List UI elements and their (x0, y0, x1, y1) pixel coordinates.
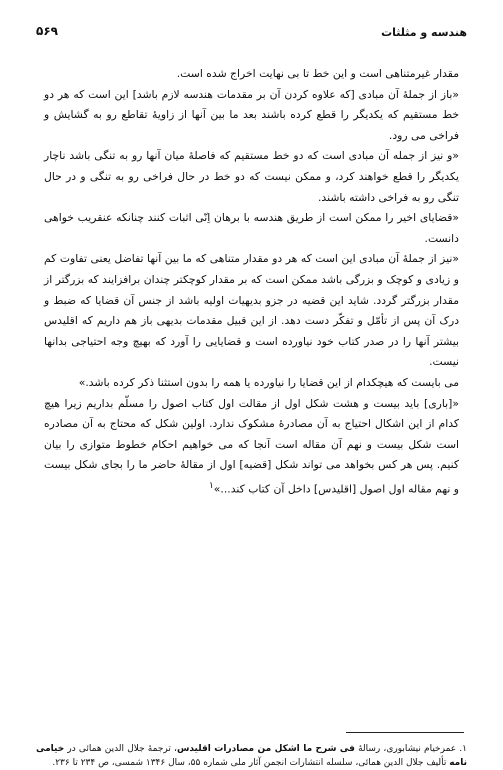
paragraph: می بایست که هیچکدام از این قضایا را نیاورده یا همه را بدون استثنا ذکر کرده باشد.» (78, 375, 459, 389)
footnote-suffix: تألیف جلال الدین همائی، سلسله انتشارات انجمن آثار ملی شماره ۵۵، سال ۱۳۴۶ شمسی، ص ۲۳۴ تا ۲۳۶. (52, 758, 450, 768)
paragraph: «قضایای اخیر را ممکن است از طریق هندسه با برهان اِنّی اثبات کنند چنانکه عنقریب خواهی دانست. (44, 211, 459, 245)
running-title: هندسه و مثلثات (381, 26, 467, 39)
paragraph: «باز از جملهٔ آن مبادی [که علاوه کردن آن بر مقدمات هندسه لازم باشد] این است که هر دو خط مستقیم که یکدیگر را قطع کرده باشند بعد ما بین آنها از زاویهٔ تقاطع رو به گشایش و فراخی می رود. (44, 87, 459, 142)
footnote-divider (346, 732, 464, 733)
page-number: ۵۶۹ (36, 24, 58, 38)
paragraph-with-footnote (44, 394, 459, 501)
footnote-title: فی شرح ما اشکل من مصادرات اقلیدس (176, 744, 355, 754)
paragraph: «و نیز از جمله آن مبادی است که دو خط مستقیم که فاصلهٔ میان آنها رو به تنگی باشد ناچار یکدیگر را قطع خواهند کرد، و ممکن نیست که دو خط در حال فراخی رو به تنگی و در حال تنگی رو به فراخی داشته باشند. (44, 149, 459, 204)
paragraph: «نیز از جملهٔ آن مبادی این است که هر دو مقدار متناهی که ما بین آنها تفاضل یعنی تفاوت کم و زیادی و کوچک و بزرگی باشد ممکن است که بر مقدار کوچکتر چندان برافزایند که بزرگتر از مقدار بزرگتر گردد. شاید این قضیه در جزو بدیهیات اولیه باشد از جنس آن قضایا که ضبط و درک آن پس از تأمّل و تفکّر دست دهد. از این قبیل مقدمات بدیهی باز هم داریم که اقلیدس بیشتر آنها را در صدر کتاب خود نیاورده است و قضایایی را آورد که بهیچ وجه احتیاجی بدانها نیست. (44, 252, 459, 369)
body-text (44, 64, 459, 500)
page-header (36, 22, 467, 44)
paragraph: مقدار غیرمتناهی است و این خط تا بی نهایت اخراج شده است. (176, 67, 459, 80)
footnote-prefix: ۱. عمرخیام نیشابوری، رسالهٔ (354, 744, 467, 754)
footnote (36, 742, 467, 770)
footnote-book-title: خیامی نامه (36, 744, 467, 768)
footnote-mid: ، ترجمهٔ جلال الدین همائی در (64, 744, 177, 754)
footnote-marker: ۱ (208, 480, 214, 491)
paragraph: «[باری] باید بیست و هشت شکل اول از مقالت اول کتاب اصول را مسلّم بداریم زیرا هیچ کدام از این اشکال احتیاج به آن مصادرهٔ مشکوک ندارد. اولین شکل که محتاج به آن مصادره است شکل بیست و نهم آن مقاله است آنجا که می خواهیم احکام خطوط متوازی را بیان کنیم. پس هر کس بخواهد می تواند شکل [قضیه] اول از مقالهٔ حاضر ما را بجای شکل بیست و نهم مقاله اول اصول [اقلیدس] داخل آن کتاب کند...» (44, 396, 459, 496)
